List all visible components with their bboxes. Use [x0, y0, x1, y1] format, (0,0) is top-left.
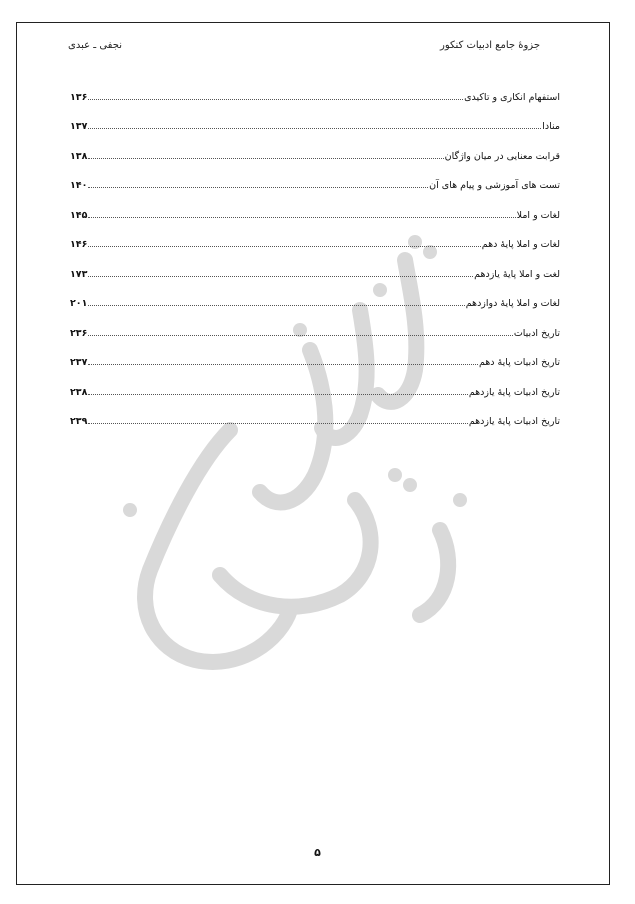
toc-page: ۲۳۷: [70, 357, 88, 368]
toc-leader: [88, 186, 428, 188]
toc-title: منادا: [542, 121, 560, 132]
toc-page: ۲۳۶: [70, 327, 88, 339]
toc-title: لغت و املا پایهٔ یازدهم: [474, 268, 560, 280]
toc-leader: [88, 245, 480, 247]
toc-title: تاریخ ادبیات پایهٔ یازدهم: [468, 416, 560, 427]
page-number: ۵: [314, 846, 321, 859]
toc-title: لغات و املا پایهٔ دهم: [481, 239, 560, 250]
toc-title: تاریخ ادبیات: [513, 327, 560, 339]
toc-title: تاریخ ادبیات پایهٔ دهم: [478, 357, 560, 368]
toc-leader: [88, 98, 463, 100]
toc-leader: [88, 157, 443, 159]
author-names: نجفی ـ عبدی: [68, 40, 122, 51]
toc-page: ۱۴۶: [70, 239, 88, 250]
toc-leader: [88, 363, 478, 365]
toc-row[interactable]: [70, 74, 560, 104]
toc-title: لغات و املا پایهٔ دوازدهم: [465, 298, 560, 309]
toc-row[interactable]: [70, 369, 560, 399]
table-of-contents: [70, 74, 560, 428]
toc-leader: [88, 127, 541, 129]
toc-title: لغات و املا: [516, 209, 560, 221]
toc-row[interactable]: [70, 399, 560, 429]
toc-row[interactable]: [70, 104, 560, 134]
toc-leader: [88, 275, 473, 277]
toc-row[interactable]: [70, 133, 560, 163]
toc-title: تست های آموزشی و پیام های آن: [429, 180, 560, 191]
toc-page: ۲۰۱: [70, 298, 88, 309]
toc-leader: [88, 393, 467, 395]
toc-leader: [88, 334, 512, 336]
toc-row[interactable]: [70, 222, 560, 252]
toc-page: ۲۳۹: [70, 416, 88, 427]
toc-page: ۱۷۳: [70, 268, 88, 280]
toc-page: ۱۳۶: [70, 91, 88, 103]
toc-title: استفهام انکاری و تاکیدی: [464, 91, 560, 103]
toc-page: ۱۳۸: [70, 150, 88, 162]
toc-leader: [88, 422, 467, 424]
toc-title: قرابت معنایی در میان واژگان: [444, 150, 560, 162]
toc-row[interactable]: [70, 163, 560, 193]
toc-title: تاریخ ادبیات پایهٔ یازدهم: [468, 386, 560, 398]
toc-page: ۱۳۷: [70, 121, 88, 132]
toc-row[interactable]: [70, 251, 560, 281]
toc-row[interactable]: [70, 310, 560, 340]
toc-page: ۱۴۵: [70, 209, 88, 221]
toc-leader: [88, 216, 515, 218]
toc-page: ۲۳۸: [70, 386, 88, 398]
toc-row[interactable]: [70, 340, 560, 370]
toc-row[interactable]: [70, 192, 560, 222]
toc-page: ۱۴۰: [70, 180, 88, 191]
document-title: جزوهٔ جامع ادبیات کنکور: [440, 40, 540, 51]
toc-leader: [88, 304, 464, 306]
toc-row[interactable]: [70, 281, 560, 311]
